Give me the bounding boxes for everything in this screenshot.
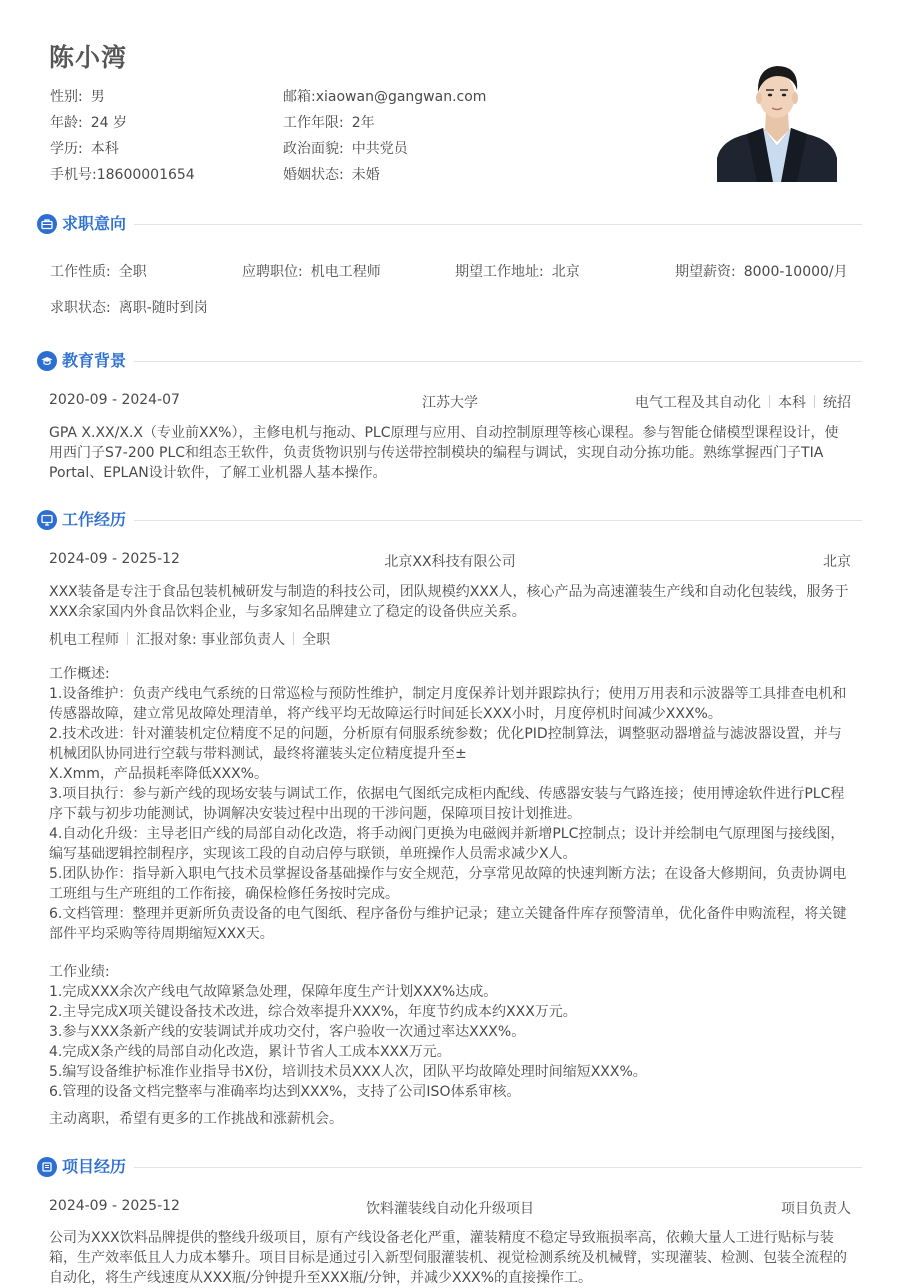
section-title: 工作经历 xyxy=(62,510,127,529)
email-value: xiaowan@gangwan.com xyxy=(315,89,487,105)
intent-salary-value: 8000-10000/月 xyxy=(743,264,848,280)
section-header-work xyxy=(37,509,862,531)
work-overview-line: 编写基础逻辑控制程序，实现该工段的自动启停与联锁，单班操作人员需求减少X人。 xyxy=(49,846,577,862)
work-overview-line: 部件平均采购等待周期缩短XXX天。 xyxy=(49,926,274,942)
politics-value: 中共党员 xyxy=(351,141,408,157)
profile-photo xyxy=(717,50,837,182)
section-divider xyxy=(134,361,862,362)
work-overview-line: 工班组与生产班组的工作衔接，确保检修任务按时完成。 xyxy=(49,886,399,902)
intent-type-label: 工作性质: xyxy=(50,264,111,280)
monitor-icon xyxy=(37,510,57,530)
intent-status-value: 离职-随时到岗 xyxy=(118,300,208,316)
section-header-intent xyxy=(37,213,862,235)
intent-position-label: 应聘职位: xyxy=(242,264,303,280)
work-results-line: 5.编写设备维护标准作业指导书X份，培训技术员XXX人次，团队平均故障处理时间缩短XXX%。 xyxy=(49,1064,647,1080)
info-marital xyxy=(283,164,380,184)
project-desc-line: 自动化，将生产线速度从XXX瓶/分钟提升至XXX瓶/分钟，并减少XXX%的直接操作工。 xyxy=(49,1270,593,1286)
education-desc-line: 用西门子S7-200 PLC和组态王软件，负责货物识别与传送带控制模块的编程与调试，实现自动分拣功能。熟练掌握西门子TIA xyxy=(49,445,824,461)
education-meta xyxy=(635,392,851,412)
project-desc-line: 箱，生产效率低且人力成本攀升。项目目标是通过引入新型伺服灌装机、视觉检测系统及机械臂，实现灌装、检测、包装全流程的 xyxy=(49,1250,847,1266)
gender-value: 男 xyxy=(90,89,105,105)
project-row xyxy=(49,1198,851,1218)
info-years xyxy=(283,112,375,132)
work-overview-line: 传感器故障，建立常见故障处理清单，将产线平均无故障运行时间延长XXX小时，月度停机时间减少XXX%。 xyxy=(49,706,722,722)
work-type: 全职 xyxy=(302,632,331,648)
intent-salary-label: 期望薪资: xyxy=(675,264,736,280)
education-degree: 本科 xyxy=(778,395,806,411)
edu-value: 本科 xyxy=(90,141,119,157)
intent-position xyxy=(242,261,381,281)
info-gender xyxy=(50,86,105,106)
education-description xyxy=(49,423,849,483)
years-value: 2年 xyxy=(351,115,375,131)
intent-type-value: 全职 xyxy=(118,264,147,280)
phone-value: 18600001654 xyxy=(96,167,195,183)
work-leave-reason xyxy=(49,1109,849,1129)
work-results-line: 1.完成XXX余次产线电气故障紧急处理，保障年度生产计划XXX%达成。 xyxy=(49,984,498,1000)
years-label: 工作年限: xyxy=(283,115,344,131)
work-results-line: 3.参与XXX条新产线的安装调试并成功交付，客户验收一次通过率达XXX%。 xyxy=(49,1024,526,1040)
separator xyxy=(293,632,294,645)
work-overview-line: X.Xmm，产品损耗率降低XXX%。 xyxy=(49,766,268,782)
work-overview-line: 机械团队协同进行空载与带料测试，最终将灌装头定位精度提升至± xyxy=(49,746,467,762)
intent-location-value: 北京 xyxy=(551,264,580,280)
intent-location-label: 期望工作地址: xyxy=(455,264,544,280)
work-results-line: 6.管理的设备文档完整率与准确率均达到XXX%，支持了公司ISO体系审核。 xyxy=(49,1084,521,1100)
section-title: 项目经历 xyxy=(62,1157,127,1176)
phone-label: 手机号: xyxy=(50,167,97,183)
age-value: 24 岁 xyxy=(90,115,127,131)
intent-status-label: 求职状态: xyxy=(50,300,111,316)
intent-type xyxy=(50,261,147,281)
education-desc-line: GPA X.XX/X.X（专业前XX%），主修电机与拖动、PLC原理与应用、自动控制原理等核心课程。参与智能仓储模型课程设计，使 xyxy=(49,425,839,441)
project-desc-line: 公司为XXX饮料品牌提供的整线升级项目，原有产线设备老化严重，灌装精度不稳定导致瓶损率高，依赖大量人工进行贴标与装 xyxy=(49,1230,834,1246)
work-role-meta xyxy=(49,629,330,649)
work-intro-line: XXX余家国内外食品饮料企业，与多家知名品牌建立了稳定的设备供应关系。 xyxy=(49,604,526,620)
work-role-row xyxy=(49,629,851,649)
education-desc-line: Portal、EPLAN设计软件，了解工业机器人基本操作。 xyxy=(49,465,387,481)
work-results-line: 4.完成X条产线的局部自动化改造，累计节省人工成本XXX万元。 xyxy=(49,1044,451,1060)
section-header-education xyxy=(37,350,862,372)
info-email xyxy=(283,86,486,106)
work-company-intro xyxy=(49,582,849,622)
section-title: 教育背景 xyxy=(62,351,127,370)
section-divider xyxy=(134,1167,862,1168)
intent-location xyxy=(455,261,580,281)
education-school: 江苏大学 xyxy=(422,395,478,411)
work-intro-line: XXX装备是专注于食品包装机械研发与制造的科技公司，团队规模约XXX人，核心产品为高速灌装生产线和自动化包装线，服务于 xyxy=(49,584,849,600)
section-divider xyxy=(134,224,862,225)
work-results xyxy=(49,962,849,1102)
gender-label: 性别: xyxy=(50,89,83,105)
intent-status xyxy=(50,297,208,317)
politics-label: 政治面貌: xyxy=(283,141,344,157)
work-overview-line: 6.文档管理：整理并更新所负责设备的电气图纸、程序备份与维护记录；建立关键备件库存预警清单，优化备件申购流程，将关键 xyxy=(49,906,847,922)
education-row xyxy=(49,392,851,412)
work-results-line: 工作业绩: xyxy=(49,964,110,980)
candidate-name: 陈小湾 xyxy=(49,43,128,72)
work-overview-line: 4.自动化升级：主导老旧产线的局部自动化改造，将手动阀门更换为电磁阀并新增PLC控制点；设计并绘制电气原理图与接线图， xyxy=(49,826,845,842)
work-overview-line: 5.团队协作：指导新入职电气技术员掌握设备基础操作与安全规范，分享常见故障的快速判断方法；在设备大修期间，负责协调电 xyxy=(49,866,847,882)
section-divider xyxy=(134,520,862,521)
section-title: 求职意向 xyxy=(62,214,127,233)
work-row xyxy=(49,551,851,571)
education-type: 统招 xyxy=(823,395,851,411)
info-education xyxy=(50,138,119,158)
work-overview-line: 工作概述: xyxy=(49,666,110,682)
work-overview-line: 3.项目执行：参与新产线的现场安装与调试工作，依据电气图纸完成柜内配线、传感器安装与气路连接；使用博途软件进行PLC程 xyxy=(49,786,845,802)
marital-value: 未婚 xyxy=(351,167,380,183)
education-period: 2020-09 - 2024-07 xyxy=(49,392,180,408)
separator xyxy=(814,395,815,408)
briefcase-icon xyxy=(37,214,57,234)
intent-salary xyxy=(675,261,848,281)
separator xyxy=(127,632,128,645)
work-overview-line: 2.技术改进：针对灌装机定位精度不足的问题，分析原有伺服系统参数；优化PID控制算法，调整驱动器增益与滤波器设置，并与 xyxy=(49,726,842,742)
project-role: 项目负责人 xyxy=(781,1201,851,1217)
project-description xyxy=(49,1228,849,1288)
section-header-project xyxy=(37,1156,862,1178)
intent-position-value: 机电工程师 xyxy=(310,264,381,280)
person-photo-icon xyxy=(717,50,837,182)
project-name: 饮料灌装线自动化升级项目 xyxy=(366,1201,534,1217)
email-label: 邮箱: xyxy=(283,89,316,105)
work-report: 汇报对象: 事业部负责人 xyxy=(136,632,286,648)
work-results-line: 2.主导完成X项关键设备技术改进，综合效率提升XXX%，年度节约成本约XXX万元。 xyxy=(49,1004,577,1020)
education-major: 电气工程及其自动化 xyxy=(635,395,761,411)
work-overview-line: 序下载与初步功能测试，协调解决安装过程中出现的干涉问题，保障项目按计划推进。 xyxy=(49,806,581,822)
marital-label: 婚姻状态: xyxy=(283,167,344,183)
graduation-cap-icon xyxy=(37,351,57,371)
work-overview xyxy=(49,664,849,944)
separator xyxy=(769,395,770,408)
work-overview-line: 1.设备维护：负责产线电气系统的日常巡检与预防性维护，制定月度保养计划并跟踪执行；使用万用表和示波器等工具排查电机和 xyxy=(49,686,847,702)
work-company: 北京XX科技有限公司 xyxy=(384,554,516,570)
work-leave-reason-text: 主动离职，希望有更多的工作挑战和涨薪机会。 xyxy=(49,1111,343,1127)
layers-icon xyxy=(37,1157,57,1177)
info-age xyxy=(50,112,127,132)
work-role: 机电工程师 xyxy=(49,632,119,648)
work-period: 2024-09 - 2025-12 xyxy=(49,551,180,567)
edu-label: 学历: xyxy=(50,141,83,157)
info-politics xyxy=(283,138,408,158)
age-label: 年龄: xyxy=(50,115,83,131)
work-city: 北京 xyxy=(823,554,851,570)
project-period: 2024-09 - 2025-12 xyxy=(49,1198,180,1214)
info-phone xyxy=(50,164,195,184)
